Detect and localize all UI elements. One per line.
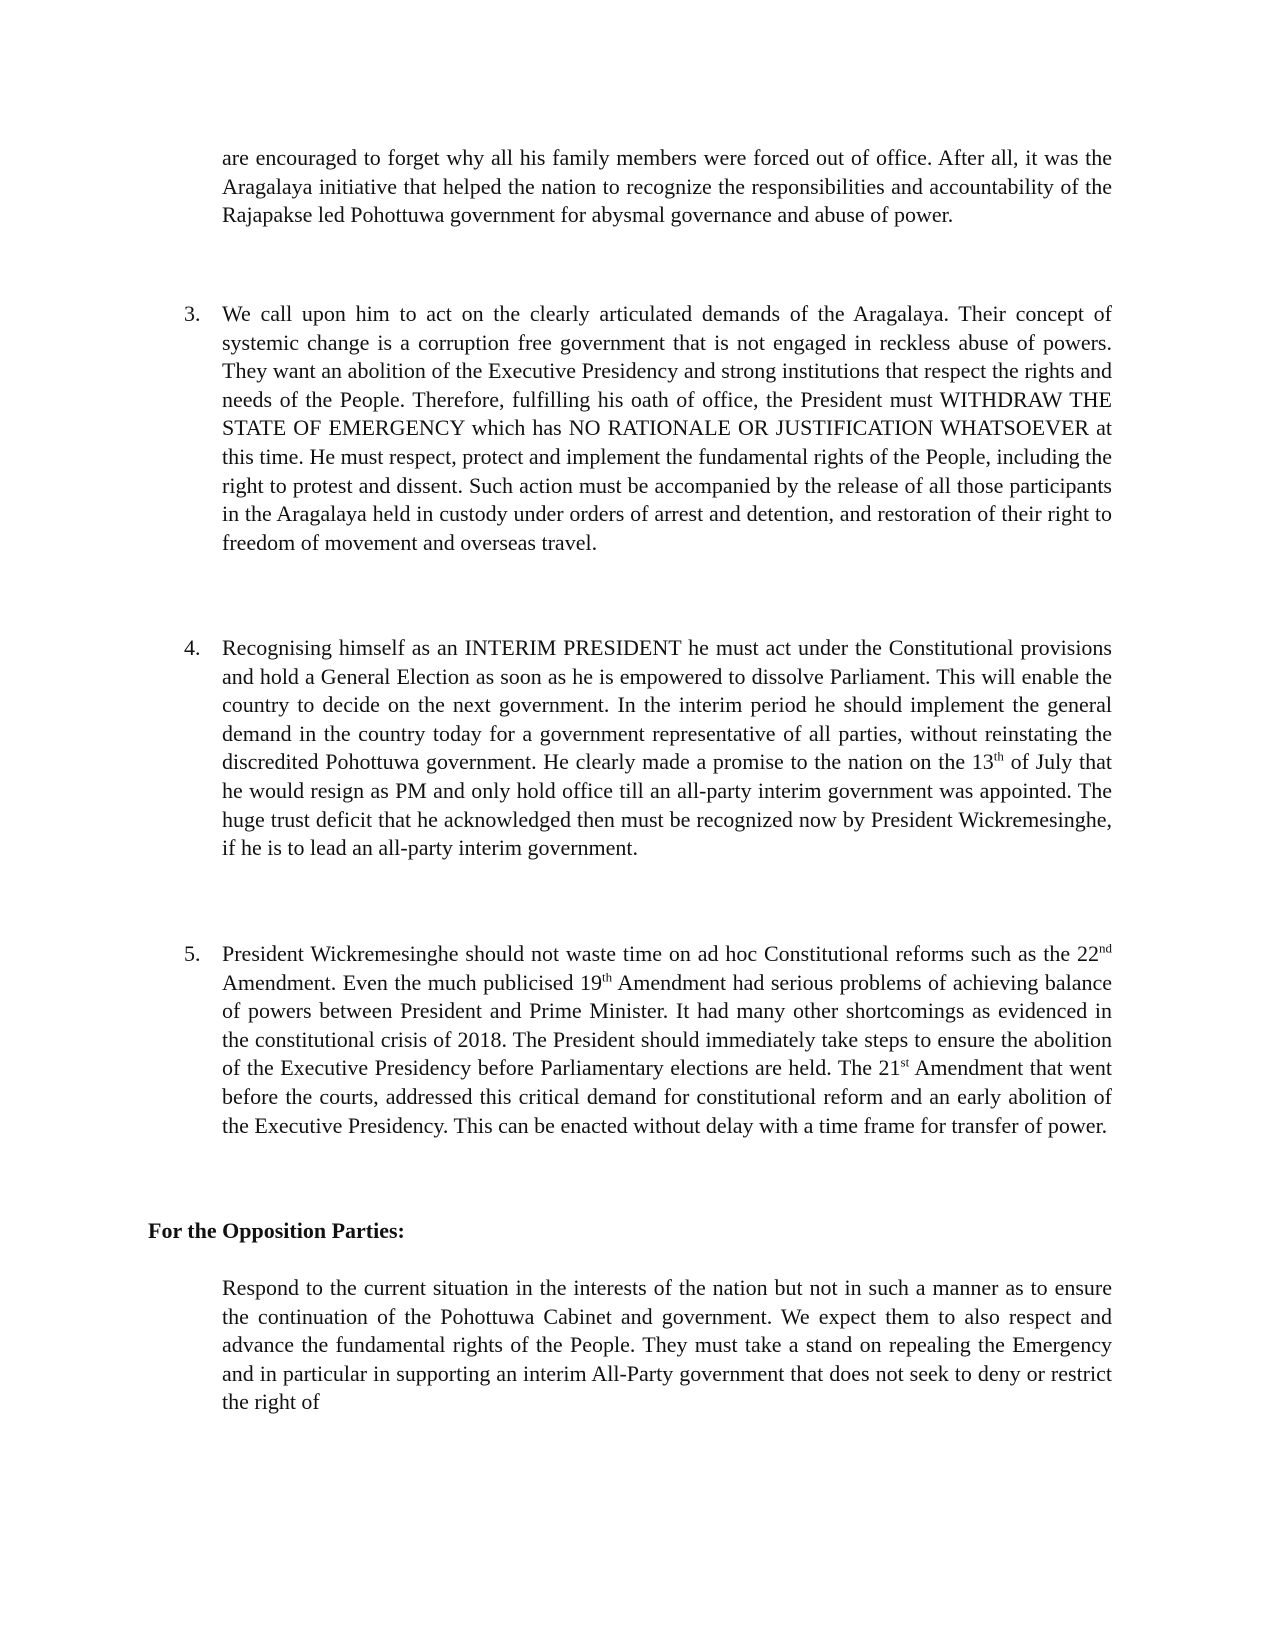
item-number: 4. xyxy=(184,635,201,660)
item-text: President Wickremesinghe should not waste time on ad hoc Constitutional reforms such as the 22nd Amendment. Even the much publicised 19th Amendment had serious problems of achieving balance of powers between President and Prime Minister. It had many other shortcomings as evidenced in the constitutional crisis of 2018. The President should immediately take steps to ensure the abolition of the Executive Presidency before Parliamentary elections are held. The 21st Amendment that went before the courts, addressed this critical demand for constitutional reform and an early abolition of the Executive Presidency. This can be enacted without delay with a time frame for transfer of power. xyxy=(222,940,1113,1138)
item-text: We call upon him to act on the clearly articulated demands of the Aragalaya. Their concept of systemic change is a corruption free government that is not engaged in reckless abuse of powers. They want an abolition of the Executive Presidency and strong institutions that respect the rights and needs of the People. Therefore, fulfilling his oath of office, the President must WITHDRAW THE STATE OF EMERGENCY which has NO RATIONALE OR JUSTIFICATION WHATSOEVER at this time. He must respect, protect and implement the fundamental rights of the People, including the right to protest and dissent. Such action must be accompanied by the release of all those participants in the Aragalaya held in custody under orders of arrest and detention, and restoration of their right to freedom of movement and overseas travel. xyxy=(222,301,1112,555)
item-number: 5. xyxy=(184,941,201,966)
item-text: Recognising himself as an INTERIM PRESIDENT he must act under the Constitutional provisions and hold a General Election as soon as he is empowered to dissolve Parliament. This will enable the country to decide on the next government. In the interim period he should implement the general demand in the country today for a government representative of all parties, without reinstating the discredited Pohottuwa government. He clearly made a promise to the nation on the 13th of July that he would resign as PM and only hold office till an all-party interim government was appointed. The huge trust deficit that he acknowledged then must be recognized now by President Wickremesinghe, if he is to lead an all-party interim government. xyxy=(222,635,1112,861)
item-number: 3. xyxy=(184,301,201,326)
intro-paragraph: are encouraged to forget why all his family members were forced out of office. After all, it was the Aragalaya initiative that helped the nation to recognize the responsibilities and accountability of the Rajapakse led Pohottuwa government for abysmal governance and abuse of power. xyxy=(222,145,1112,228)
section-heading-opposition: For the Opposition Parties: xyxy=(148,1218,405,1243)
opposition-paragraph: Respond to the current situation in the interests of the nation but not in such a manner as to ensure the continuation of the Pohottuwa Cabinet and government. We expect them to also respect and advance the fundamental rights of the People. They must take a stand on repealing the Emergency and in particular in supporting an interim All-Party government that does not seek to deny or restrict the right of xyxy=(222,1275,1112,1415)
